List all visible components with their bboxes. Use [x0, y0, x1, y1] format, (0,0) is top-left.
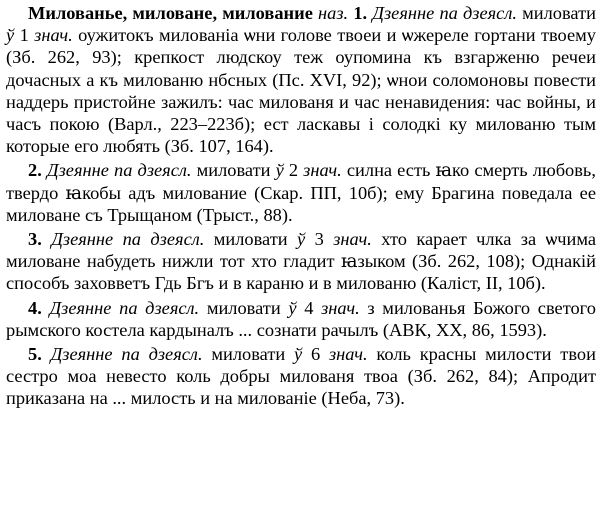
- sense-meaning-number: 1: [19, 25, 29, 46]
- sense-verb: миловати: [213, 229, 288, 250]
- sense-number: 2.: [28, 160, 42, 181]
- sense-znach: знач.: [303, 160, 342, 181]
- sense-citations: з милованья Божого светого рымского костела кардыналъ ... сознати рачылъ (АВК, XX, 86, 1593).: [6, 297, 596, 340]
- sense-definition: Дзеянне па дзеясл.: [51, 229, 205, 250]
- sense-verb: миловати: [211, 344, 286, 365]
- sense-meaning-number: 3: [314, 229, 324, 250]
- sense-definition: Дзеянне па дзеясл.: [50, 344, 203, 365]
- sense-citations: силна есть ꙗко смерть любовь, твердо ꙗкобы адъ милование (Скар. ПП, 10б); ему Брагина поведала ее миловане съ Трыщаном (Трыст., 88).: [6, 160, 596, 225]
- sense-number: 3.: [28, 229, 42, 250]
- sense-definition: Дзеянне па дзеясл.: [46, 160, 192, 181]
- sense-znach: знач.: [321, 297, 360, 318]
- sense-u: ў: [6, 25, 15, 46]
- sense-paragraph-1: [6, 2, 596, 157]
- sense-paragraph-5: [6, 343, 596, 410]
- sense-number: 5.: [28, 344, 42, 365]
- sense-znach: знач.: [34, 25, 73, 46]
- sense-u: ў: [297, 229, 306, 250]
- headword: Милованье, миловане, милование: [28, 3, 313, 23]
- sense-number: 1.: [353, 3, 368, 23]
- sense-definition: Дзеянне па дзеясл.: [49, 297, 200, 318]
- sense-u: ў: [288, 297, 297, 318]
- sense-paragraph-3: [6, 228, 596, 295]
- sense-number: 4.: [28, 297, 42, 318]
- sense-definition: Дзеянне па дзеясл.: [372, 3, 517, 23]
- sense-paragraph-4: [6, 297, 596, 341]
- dictionary-entry: [6, 2, 596, 410]
- sense-u: ў: [294, 344, 303, 365]
- sense-citations: коль красны милости твои сестро моа невесто коль добры милованя твоа (Зб. 262, 84); Апродит приказана на ... милость и на милованіе (Неба, 73).: [6, 344, 596, 409]
- sense-verb: миловати: [522, 3, 596, 23]
- sense-meaning-number: 2: [288, 160, 299, 181]
- sense-citations: хто карает члка за ѡчима миловане набудеть нижли тот хто гладит ꙗзыком (Зб. 262, 108); Однакій способъ заховветъ Гдь Бгъ и в карaню и в милованю (Каліст, II, 10б).: [6, 229, 596, 294]
- sense-meaning-number: 6: [310, 344, 321, 365]
- sense-paragraph-2: [6, 159, 596, 226]
- sense-verb: миловати: [196, 160, 271, 181]
- sense-znach: знач.: [328, 344, 368, 365]
- sense-citations: оужитокъ милованіа ѡни голове твоеи и ѡжереле гортани твоему (Зб. 262, 93); крепкост людскоу теж оупомина къ взгарженю речеи дочасных а къ милованю нбсных (Пс. XVI, 92); ѡнои соломоновы повести наддерь пристойне зажилъ: час милованя и час ненавидения: час войны, и часъ покою (Варл., 223–223б); ест ласкавы і солодкі ку милованю тым которые его любять (Зб. 107, 164).: [6, 25, 596, 157]
- sense-verb: миловати: [206, 297, 281, 318]
- part-of-speech: наз.: [318, 3, 349, 23]
- sense-meaning-number: 4: [304, 297, 314, 318]
- sense-u: ў: [275, 160, 284, 181]
- sense-znach: знач.: [333, 229, 372, 250]
